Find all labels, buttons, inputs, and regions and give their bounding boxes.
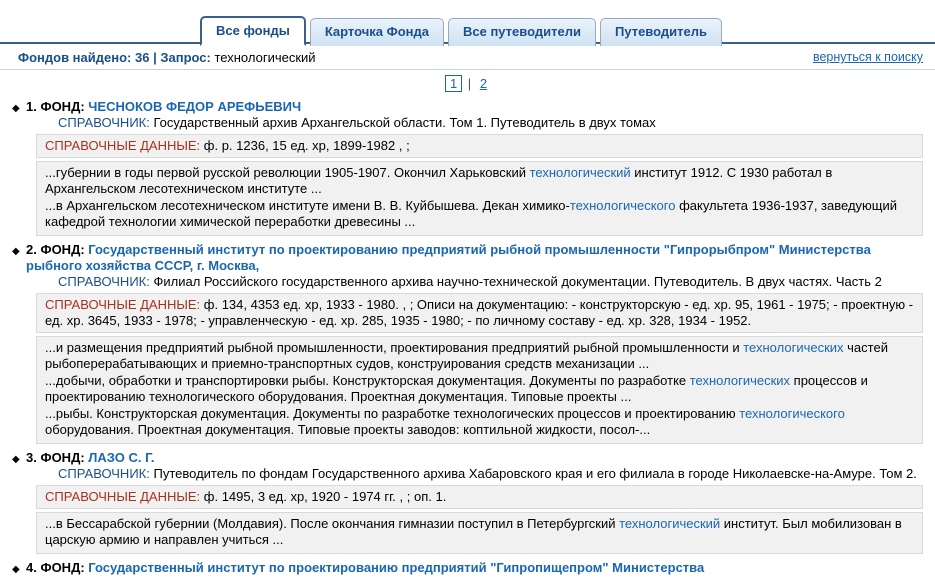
result-item <box>12 450 923 554</box>
result-index: 2. <box>26 242 37 257</box>
guide-label: СПРАВОЧНИК: <box>58 274 150 289</box>
tab-bar <box>0 0 935 44</box>
guide-line <box>12 115 923 131</box>
guide-label: СПРАВОЧНИК: <box>58 466 150 481</box>
snippet-box <box>36 161 923 236</box>
guide-label: СПРАВОЧНИК: <box>58 115 150 130</box>
fond-name-link[interactable]: ЧЕСНОКОВ ФЕДОР АРЕФЬЕВИЧ <box>88 99 302 114</box>
fond-label: ФОНД: <box>40 560 85 575</box>
bullet-icon: ◆ <box>12 454 20 465</box>
guide-line <box>12 466 923 482</box>
snippet-highlight: технологический <box>619 516 721 531</box>
snippet-text: институт. Был мобилизован в царскую армию и направлен учиться ... <box>45 516 902 547</box>
query-value: технологический <box>214 50 316 65</box>
snippet-text: ...и размещения предприятий рыбной промышленности, проектирования предприятий рыбной промышленности и <box>45 340 744 355</box>
result-item <box>12 560 923 576</box>
result-index: 3. <box>26 450 37 465</box>
result-header <box>12 242 923 274</box>
fond-name-link[interactable]: Государственный институт по проектированию предприятий рыбной промышленности "Гипрорыбпром" Министерства рыбного хозяйства СССР, г. Москва, <box>26 242 871 273</box>
page-link-2[interactable]: 2 <box>479 76 488 91</box>
result-item <box>12 99 923 236</box>
snippet-text: ...добычи, обработки и транспортировки рыбы. Конструкторская документация. Документы по разработке <box>45 373 690 388</box>
reference-label: СПРАВОЧНЫЕ ДАННЫЕ: <box>45 489 201 504</box>
snippet-box <box>36 336 923 444</box>
reference-value: ф. 134, 4353 ед. хр, 1933 - 1980. , ; Описи на документацию: - конструкторскую - ед. хр. 95, 1961 - 1975; - проектную - ед. хр. 3645, 1933 - 1978; - управленческую - ед. хр. 285, 1935 - 1980; - по личному составу - ед. хр. 328, 1934 - 1952. <box>45 297 914 328</box>
tab-guide[interactable]: Путеводитель <box>600 18 722 46</box>
snippet-text: факультета 1936-1937, заведующий кафедрой технологии химической переработки древесины ... <box>45 198 897 229</box>
snippet-box <box>36 512 923 554</box>
snippet-highlight: технологических <box>743 340 844 355</box>
fond-name-link[interactable]: ЛАЗО С. Г. <box>88 450 155 465</box>
bullet-icon: ◆ <box>12 246 20 257</box>
guide-value: Филиал Российского государственного архива научно-технической документации. Путеводитель. В двух частях. Часть 2 <box>153 274 882 289</box>
snippet <box>45 340 914 372</box>
snippet-highlight: технологического <box>739 406 845 421</box>
snippet <box>45 165 914 197</box>
result-item <box>12 242 923 444</box>
snippet-text: институт 1912. С 1930 работал в Архангельском лесотехническом институте ... <box>45 165 833 196</box>
reference-value: ф. 1495, 3 ед. хр, 1920 - 1974 гг. , ; оп. 1. <box>203 489 447 504</box>
result-header <box>12 560 923 576</box>
snippet <box>45 516 914 548</box>
pagination <box>0 70 935 99</box>
guide-value: Государственный архив Архангельской области. Том 1. Путеводитель в двух томах <box>153 115 656 130</box>
snippet-highlight: технологического <box>569 198 676 213</box>
bullet-icon: ◆ <box>12 564 20 575</box>
fond-name-link[interactable]: Государственный институт по проектированию предприятий "Гипропищепром" Министерства <box>88 560 705 575</box>
tab-fond-card[interactable]: Карточка Фонда <box>310 18 444 46</box>
reference-data-box <box>36 293 923 333</box>
query-label: Запрос: <box>160 50 211 65</box>
guide-line <box>12 274 923 290</box>
reference-value: ф. р. 1236, 15 ед. хр, 1899-1982 , ; <box>203 138 410 153</box>
info-separator: | <box>153 50 157 65</box>
snippet-text: ...рыбы. Конструкторская документация. Документы по разработке технологических процессов и проектированию <box>45 406 740 421</box>
tab-list <box>200 14 935 44</box>
tab-all-fonds[interactable]: Все фонды <box>200 16 306 46</box>
snippet-highlight: технологический <box>529 165 631 180</box>
snippet <box>45 198 914 230</box>
fond-label: ФОНД: <box>40 242 85 257</box>
guide-value: Путеводитель по фондам Государственного архива Хабаровского края и его филиала в городе Николаевске-на-Амуре. Том 2. <box>153 466 917 481</box>
snippet-highlight: технологических <box>689 373 791 388</box>
reference-label: СПРАВОЧНЫЕ ДАННЫЕ: <box>45 297 201 312</box>
page-divider: | <box>467 76 472 91</box>
search-info-bar <box>0 44 935 70</box>
fond-label: ФОНД: <box>40 99 85 114</box>
snippet-text: частей рыбоперерабатывающих и приемно-транспортных судов, конструирования средств механизации ... <box>45 340 888 371</box>
bullet-icon: ◆ <box>12 103 20 114</box>
result-header <box>12 99 923 115</box>
reference-label: СПРАВОЧНЫЕ ДАННЫЕ: <box>45 138 201 153</box>
snippet <box>45 373 914 405</box>
results-list <box>0 99 935 576</box>
snippet-text: процессов и проектированию технологического оборудования. Проектная документация. Типовые проекты ... <box>45 373 868 404</box>
snippet <box>45 406 914 438</box>
tab-all-guides[interactable]: Все путеводители <box>448 18 596 46</box>
snippet-text: ...губернии в годы первой русской революции 1905-1907. Окончил Харьковский <box>45 165 530 180</box>
snippet-text: ...в Архангельском лесотехническом институте имени В. В. Куйбышева. Декан химико- <box>45 198 570 213</box>
snippet-text: оборудования. Проектная документация. Типовые проекты заводов: коптильной жидкости, посол-... <box>45 422 651 437</box>
back-to-search-link[interactable]: вернуться к поиску <box>812 50 923 64</box>
result-index: 1. <box>26 99 37 114</box>
reference-data-box <box>36 485 923 509</box>
result-index: 4. <box>26 560 37 575</box>
found-count: 36 <box>135 50 150 65</box>
snippet-text: ...в Бессарабской губернии (Молдавия). После окончания гимназии поступил в Петербургский <box>45 516 620 531</box>
fond-label: ФОНД: <box>40 450 85 465</box>
reference-data-box <box>36 134 923 158</box>
found-label: Фондов найдено: <box>18 50 132 65</box>
page-current[interactable]: 1 <box>445 75 462 92</box>
result-header <box>12 450 923 466</box>
